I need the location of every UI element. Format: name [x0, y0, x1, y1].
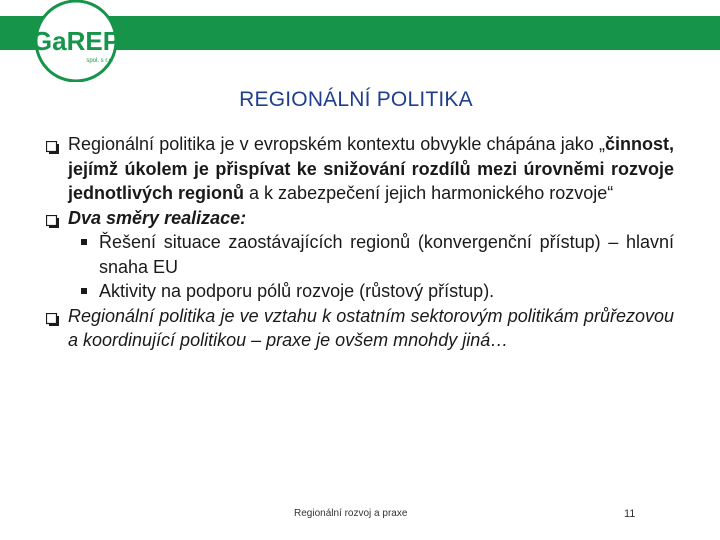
checkbox-bullet-icon	[46, 136, 59, 149]
sub-bullet-item	[46, 230, 674, 279]
sub-bullet-item	[46, 279, 674, 304]
page-number: 11	[624, 508, 636, 520]
sub-bullet-text: Řešení situace zaostávajících regionů (konvergenční přístup) – hlavní snaha EU	[99, 232, 674, 277]
bullet-text: Regionální politika je v evropském kontextu obvykle chápána jako „	[68, 134, 605, 154]
svg-text:GaREP: GaREP	[31, 26, 121, 56]
square-bullet-icon	[81, 288, 87, 294]
bullet-text: Dva směry realizace:	[68, 207, 247, 228]
bullet-item	[46, 304, 674, 353]
svg-text:spol. s r.o.: spol. s r.o.	[86, 58, 114, 64]
slide-title: REGIONÁLNÍ POLITIKA	[239, 88, 473, 111]
bullet-bold-text: činnost, jejímž úkolem je přispívat ke snižování rozdílů mezi úrovněmi rozvoje jednotlivých regionů	[68, 134, 674, 203]
square-bullet-icon	[81, 239, 87, 245]
bullet-item	[46, 132, 674, 206]
bullet-text: Regionální politika je ve vztahu k ostatním sektorovým politikám průřezovou a koordinující politikou – praxe je ovšem mnohdy jiná…	[68, 305, 674, 350]
checkbox-bullet-icon	[46, 210, 59, 223]
slide-content	[46, 132, 674, 353]
sub-bullet-text: Aktivity na podporu pólů rozvoje (růstový přístup).	[99, 281, 495, 301]
garep-logo	[20, 0, 132, 82]
bullet-item	[46, 206, 674, 231]
bullet-text: a k zabezpečení jejich harmonického rozvoje“	[244, 183, 614, 203]
checkbox-bullet-icon	[46, 308, 59, 321]
footer-text: Regionální rozvoj a praxe	[294, 508, 408, 519]
